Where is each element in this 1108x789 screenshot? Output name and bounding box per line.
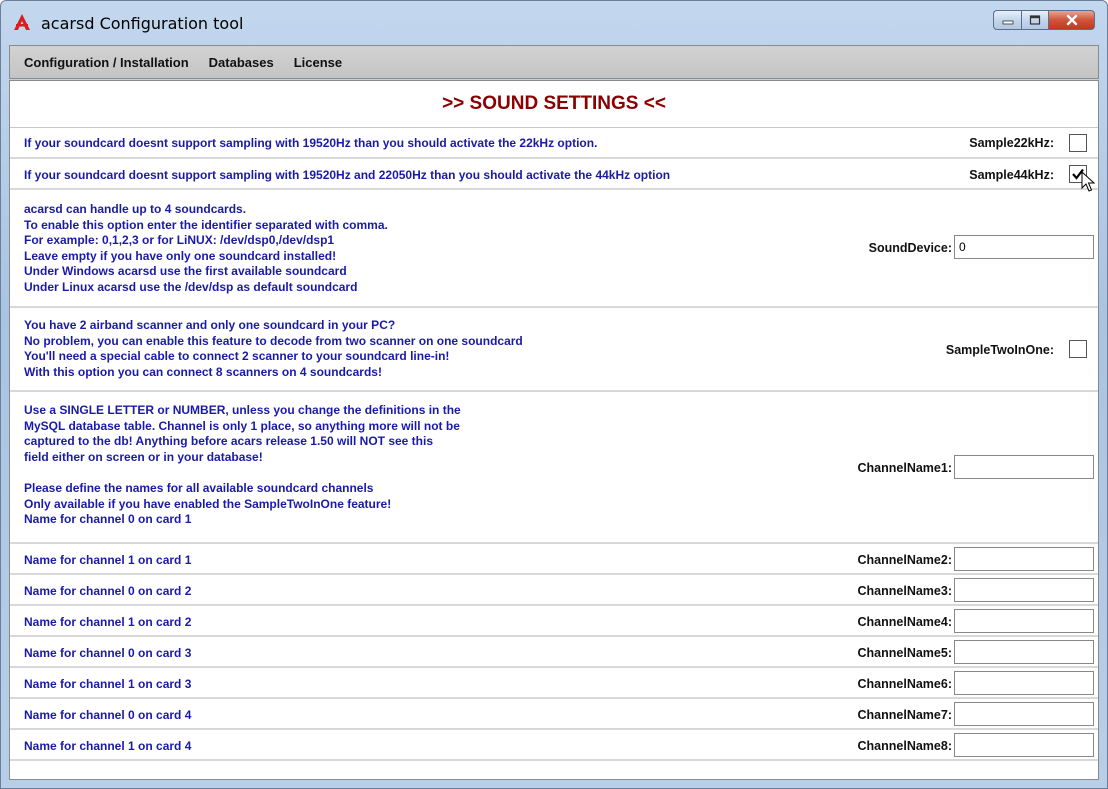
page-title: >> SOUND SETTINGS << (10, 81, 1098, 128)
channelname5-input[interactable] (954, 640, 1094, 664)
window-title: acarsd Configuration tool (41, 14, 244, 33)
menu-item-license[interactable]: License (293, 54, 343, 70)
channelname2-row (10, 544, 1098, 575)
channelname2-label: ChannelName2: (857, 553, 952, 567)
channelname6-row (10, 668, 1098, 699)
title-bar[interactable] (1, 1, 1107, 43)
channelname5-row (10, 637, 1098, 668)
channelname1-description: Use a SINGLE LETTER or NUMBER, unless you change the definitions in the MySQL database table. Channel is only 1 place, so anything more will not be captured to the db! Anything before acars release 1.50 will NOT see this field either on screen or in your database! Please define the names for all available soundcard channels Only available if you have enabled the SampleTwoInOne feature! Name for channel 0 on card 1 (24, 403, 461, 527)
sample44-row (10, 159, 1098, 190)
channelname1-label: ChannelName1: (857, 461, 952, 475)
twoinone-label: SampleTwoInOne: (945, 343, 1054, 357)
sample22-row (10, 128, 1098, 159)
minimize-icon (1002, 15, 1014, 25)
channelname8-description: Name for channel 1 on card 4 (24, 739, 192, 753)
channelname1-row (10, 392, 1098, 544)
channelname1-input[interactable] (954, 455, 1094, 479)
channelname7-input[interactable] (954, 702, 1094, 726)
channelname2-input[interactable] (954, 547, 1094, 571)
sounddevice-row (10, 190, 1098, 308)
channelname4-input[interactable] (954, 609, 1094, 633)
channelname7-description: Name for channel 0 on card 4 (24, 708, 192, 722)
channelname3-description: Name for channel 0 on card 2 (24, 584, 192, 598)
menu-item-configuration[interactable]: Configuration / Installation (24, 54, 189, 70)
close-button[interactable] (1049, 10, 1095, 30)
menu-bar (9, 45, 1099, 79)
channelname6-input[interactable] (954, 671, 1094, 695)
window-controls (993, 10, 1095, 32)
sounddevice-label: SoundDevice: (868, 241, 952, 255)
sample22-label: Sample22kHz: (969, 136, 1054, 150)
twoinone-row (10, 308, 1098, 392)
settings-panel (9, 80, 1099, 780)
twoinone-checkbox[interactable] (1069, 340, 1087, 358)
sounddevice-input[interactable] (954, 235, 1094, 259)
channelname7-label: ChannelName7: (857, 708, 952, 722)
channelname4-label: ChannelName4: (857, 615, 952, 629)
channelname8-input[interactable] (954, 733, 1094, 757)
channelname6-label: ChannelName6: (857, 677, 952, 691)
channelname3-input[interactable] (954, 578, 1094, 602)
sounddevice-description: acarsd can handle up to 4 soundcards. To enable this option enter the identifier separated with comma. For example: 0,1,2,3 or for LiNUX: /dev/dsp0,/dev/dsp1 Leave empty if you have only one soundcard installed! Under Windows acarsd use the first available soundcard Under Linux acarsd use the /dev/dsp as default soundcard (24, 202, 388, 294)
menu-item-databases[interactable]: Databases (208, 54, 274, 70)
maximize-button[interactable] (1021, 10, 1049, 30)
channelname5-description: Name for channel 0 on card 3 (24, 646, 192, 660)
channelname3-row (10, 575, 1098, 606)
sample22-description: If your soundcard doesnt support sampling with 19520Hz than you should activate the 22kHz option. (24, 136, 598, 150)
channelname5-label: ChannelName5: (857, 646, 952, 660)
sample44-description: If your soundcard doesnt support sampling with 19520Hz and 22050Hz than you should activate the 44kHz option (24, 168, 671, 182)
channelname7-row (10, 699, 1098, 730)
channelname3-label: ChannelName3: (857, 584, 952, 598)
channelname4-row (10, 606, 1098, 637)
channelname8-row (10, 730, 1098, 761)
channelname4-description: Name for channel 1 on card 2 (24, 615, 192, 629)
close-icon (1065, 14, 1079, 26)
maximize-icon (1029, 15, 1041, 25)
channelname6-description: Name for channel 1 on card 3 (24, 677, 192, 691)
channelname8-label: ChannelName8: (857, 739, 952, 753)
acarsd-logo-icon (13, 13, 31, 31)
twoinone-description: You have 2 airband scanner and only one soundcard in your PC? No problem, you can enable this feature to decode from two scanner on one soundcard You'll need a special cable to connect 2 scanner to your soundcard line-in! With this option you can connect 8 scanners on 4 soundcards! (24, 318, 523, 379)
sample44-label: Sample44kHz: (969, 168, 1054, 182)
channelname2-description: Name for channel 1 on card 1 (24, 553, 192, 567)
sample22-checkbox[interactable] (1069, 134, 1087, 152)
minimize-button[interactable] (993, 10, 1021, 30)
